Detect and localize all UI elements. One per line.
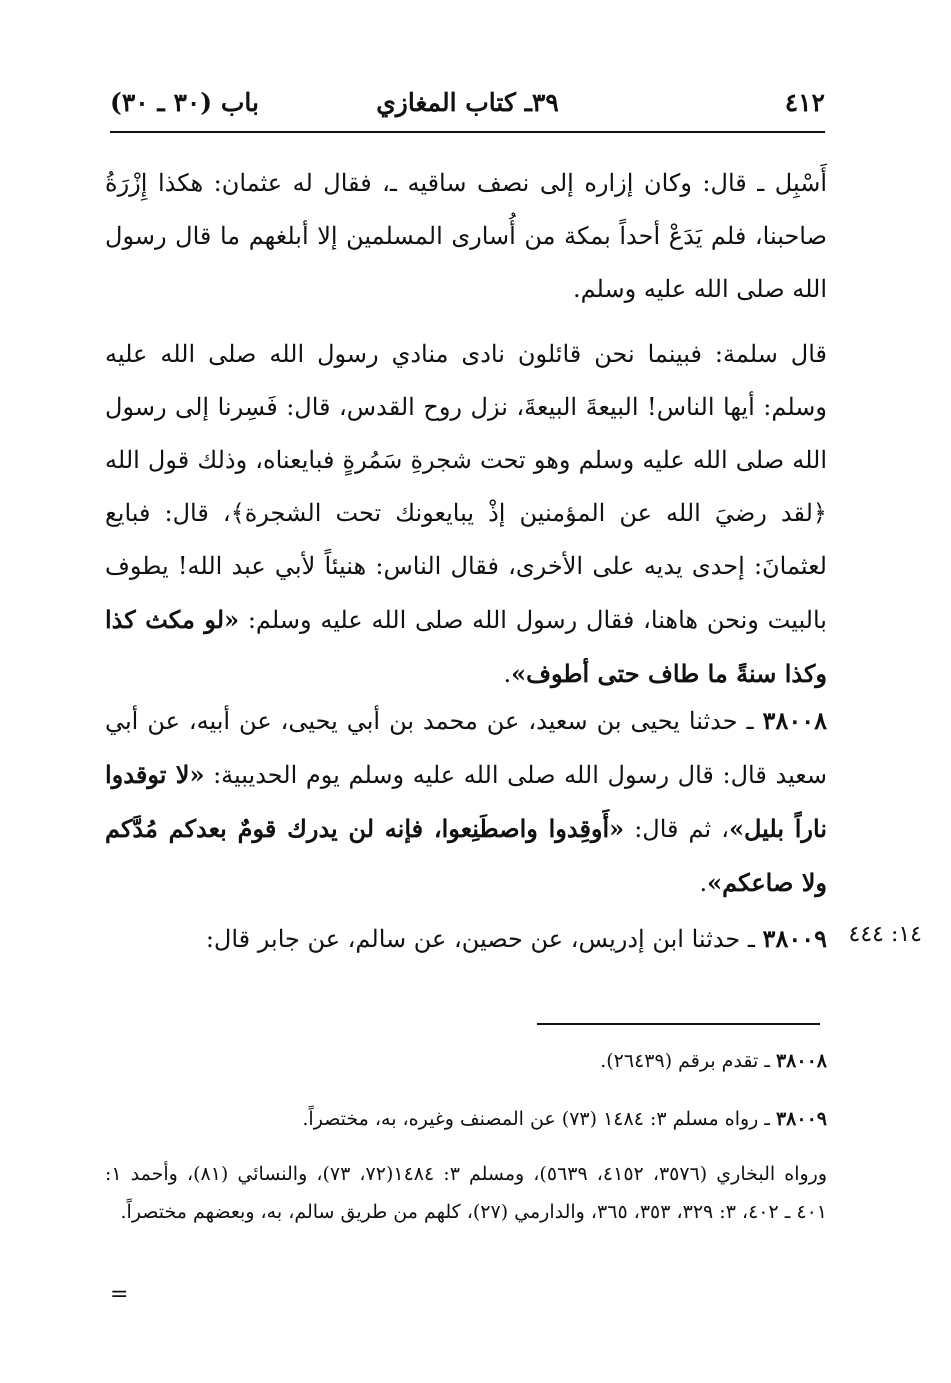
chapter-title: ٣٩ـ كتاب المغازي <box>376 88 559 117</box>
continuation-mark: = <box>110 1282 129 1307</box>
hadith-38009-text: ـ حدثنا ابن إدريس، عن حصين، عن سالم، عن جابر قال: <box>205 925 763 953</box>
header-divider <box>110 131 825 133</box>
footnote-38009-number: ٣٨٠٠٩ <box>775 1108 827 1130</box>
footnote-38009-continued <box>105 1155 867 1231</box>
footnote-38008-text: ـ تقدم برقم (٢٦٤٣٩). <box>600 1050 776 1072</box>
footnote-38008-number: ٣٨٠٠٨ <box>775 1050 827 1072</box>
hadith-38008-quote-1: «لا توقدوا ناراً بليل» <box>105 760 828 843</box>
footnote-38008 <box>105 1042 867 1080</box>
section-title: باب (٣٠ ـ ٣٠) <box>110 88 259 117</box>
paragraph-2-quote: «لو مكث كذا وكذا سنةً ما طاف حتى أطوف» <box>105 605 827 688</box>
footnote-38009-continued-text: ورواه البخاري (٣٥٧٦، ٤١٥٢، ٥٦٣٩)، ومسلم ٣: ١٤٨٤(٧٢، ٧٣)، والنسائي (٨١)، وأحمد ١: ٤٠١ ـ ٤٠٢، ٣: ٣٢٩، ٣٥٣، ٣٦٥، والدارمي (٢٧)، كلهم من طريق سالم، به، وبعضهم مختصراً. <box>105 1163 828 1223</box>
hadith-38008-text: ـ حدثنا يحيى بن سعيد، عن محمد بن أبي يحيى، عن أبيه، عن أبي سعيد قال: قال رسول الله صلى الله عليه وسلم يوم الحديبية: <box>105 707 827 789</box>
page-number: ٤١٢ <box>784 88 825 117</box>
footnote-38009-text: ـ رواه مسلم ٣: ١٤٨٤ (٧٣) عن المصنف وغيره، به، مختصراً. <box>302 1108 776 1130</box>
paragraph-1 <box>105 157 827 316</box>
page-header <box>110 88 825 128</box>
paragraph-2-text: قال سلمة: فبينما نحن قائلون نادى منادي رسول الله صلى الله عليه وسلم: أيها الناس! البيعةَ البيعةَ، نزل روح القدس، قال: فَسِرنا إلى رسول الله صلى الله عليه وسلم وهو تحت شجرةِ سَمُرةٍ فبايعناه، وذلك قول الله ﴿لقد رضيَ الله عن المؤمنين إذْ يبايعونك تحت الشجرة﴾، قال: فبايع لعثمانَ: إحدى يديه على الأخرى، فقال الناس: هنيئاً لأبي عبد الله! يطوف بالبيت ونحن هاهنا، فقال رسول الله صلى الله عليه وسلم: <box>105 340 827 634</box>
paragraph-2 <box>105 328 867 701</box>
footnote-38009 <box>105 1100 867 1138</box>
paragraph-2-end: . <box>503 660 512 688</box>
hadith-38009-number: ٣٨٠٠٩ <box>762 924 827 953</box>
hadith-38008-quote-2: «أَوقِدوا واصطَنِعوا، فإنه لن يدرك قومٌ بعدكم مُدَّكم ولا صاعكم» <box>105 814 827 897</box>
paragraph-1-text: أَسْبِل ـ قال: وكان إزاره إلى نصف ساقيه ـ، فقال له عثمان: هكذا إِزْرَةُ صاحبنا، فلم يَدَعْ أحداً بمكة من أُسارى المسلمين إلا أبلغهم ما قال رسول الله صلى الله عليه وسلم. <box>105 169 827 303</box>
hadith-38008-text-2: ، ثم قال: <box>624 815 729 843</box>
hadith-38008-number: ٣٨٠٠٨ <box>762 706 827 735</box>
margin-reference: ١٤: ٤٤٤ <box>848 922 922 947</box>
hadith-38008-end: . <box>699 869 708 897</box>
hadith-38008 <box>105 694 867 910</box>
footnote-divider <box>537 1023 820 1025</box>
hadith-38009 <box>105 912 867 966</box>
